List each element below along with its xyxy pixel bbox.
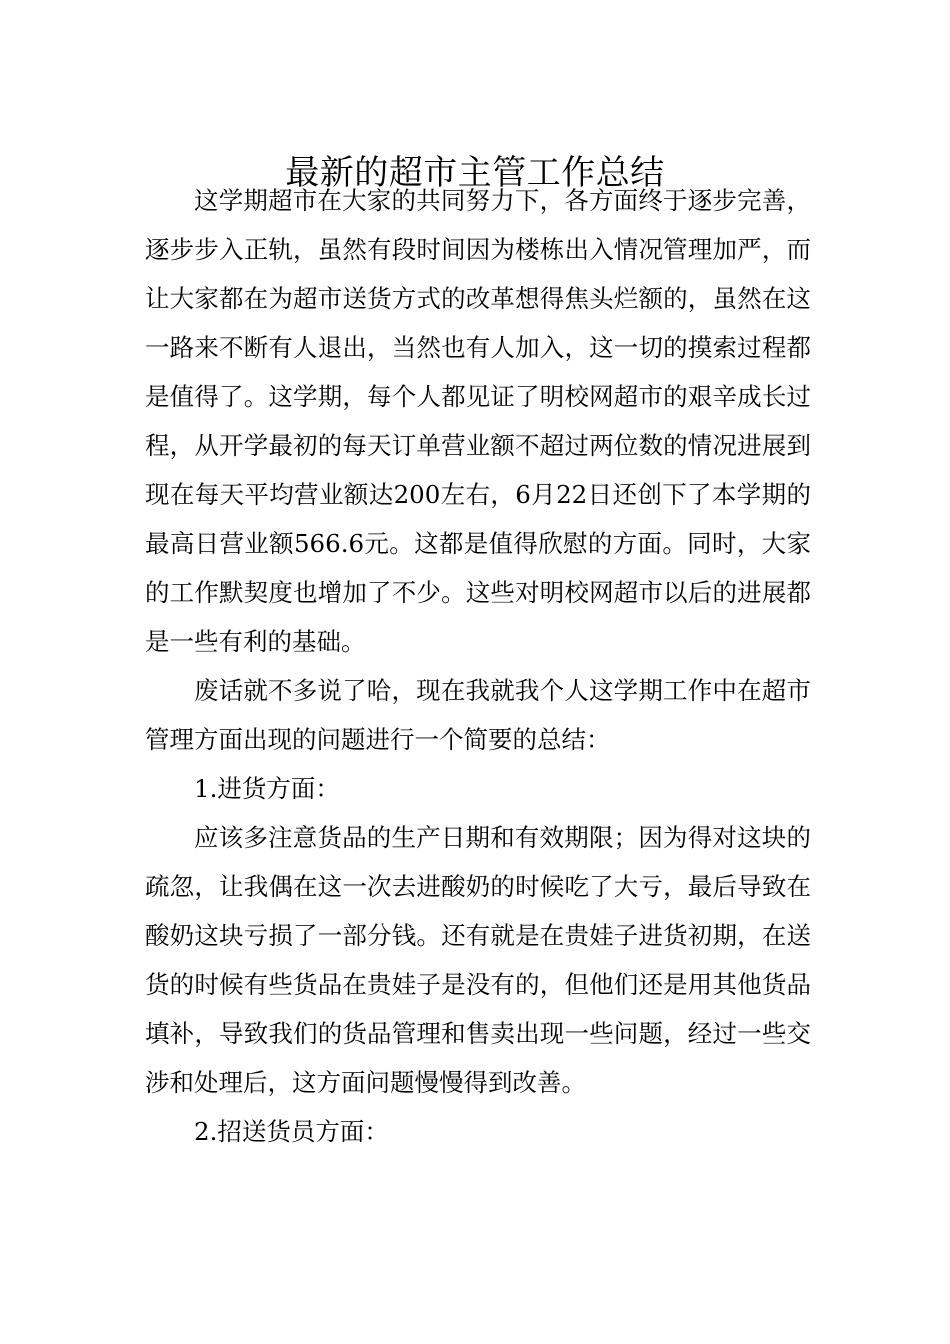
paragraph-purchasing: 应该多注意货品的生产日期和有效期限；因为得对这块的疏忽，让我偶在这一次去进酸奶的时候吃了大亏，最后导致在酸奶这块亏损了一部分钱。还有就是在贵娃子进货初期，在送货的时候有些货品在贵娃子是没有的，但他们还是用其他货品填补，导致我们的货品管理和售卖出现一些问题，经过一些交涉和处理后，这方面问题慢慢得到改善。 [145, 823, 811, 1097]
document-body [145, 176, 811, 1156]
paragraph-summary-lead: 废话就不多说了哈，现在我就我个人这学期工作中在超市管理方面出现的问题进行一个简要的总结： [145, 676, 811, 754]
section-heading-delivery-staff: 2.招送货员方面： [194, 1117, 389, 1146]
section-heading-purchasing: 1.进货方面： [194, 774, 340, 803]
paragraph-intro: 这学期超市在大家的共同努力下，各方面终于逐步完善，逐步步入正轨，虽然有段时间因为楼栋出入情况管理加严，而让大家都在为超市送货方式的改革想得焦头烂额的，虽然在这一路来不断有人退出，当然也有人加入，这一切的摸索过程都是值得了。这学期，每个人都见证了明校网超市的艰辛成长过程，从开学最初的每天订单营业额不超过两位数的情况进展到现在每天平均营业额达200左右，6月22日还创下了本学期的最高日营业额566.6元。这都是值得欣慰的方面。同时，大家的工作默契度也增加了不少。这些对明校网超市以后的进展都是一些有利的基础。 [145, 186, 811, 656]
document-title: 最新的超市主管工作总结 [285, 152, 665, 193]
